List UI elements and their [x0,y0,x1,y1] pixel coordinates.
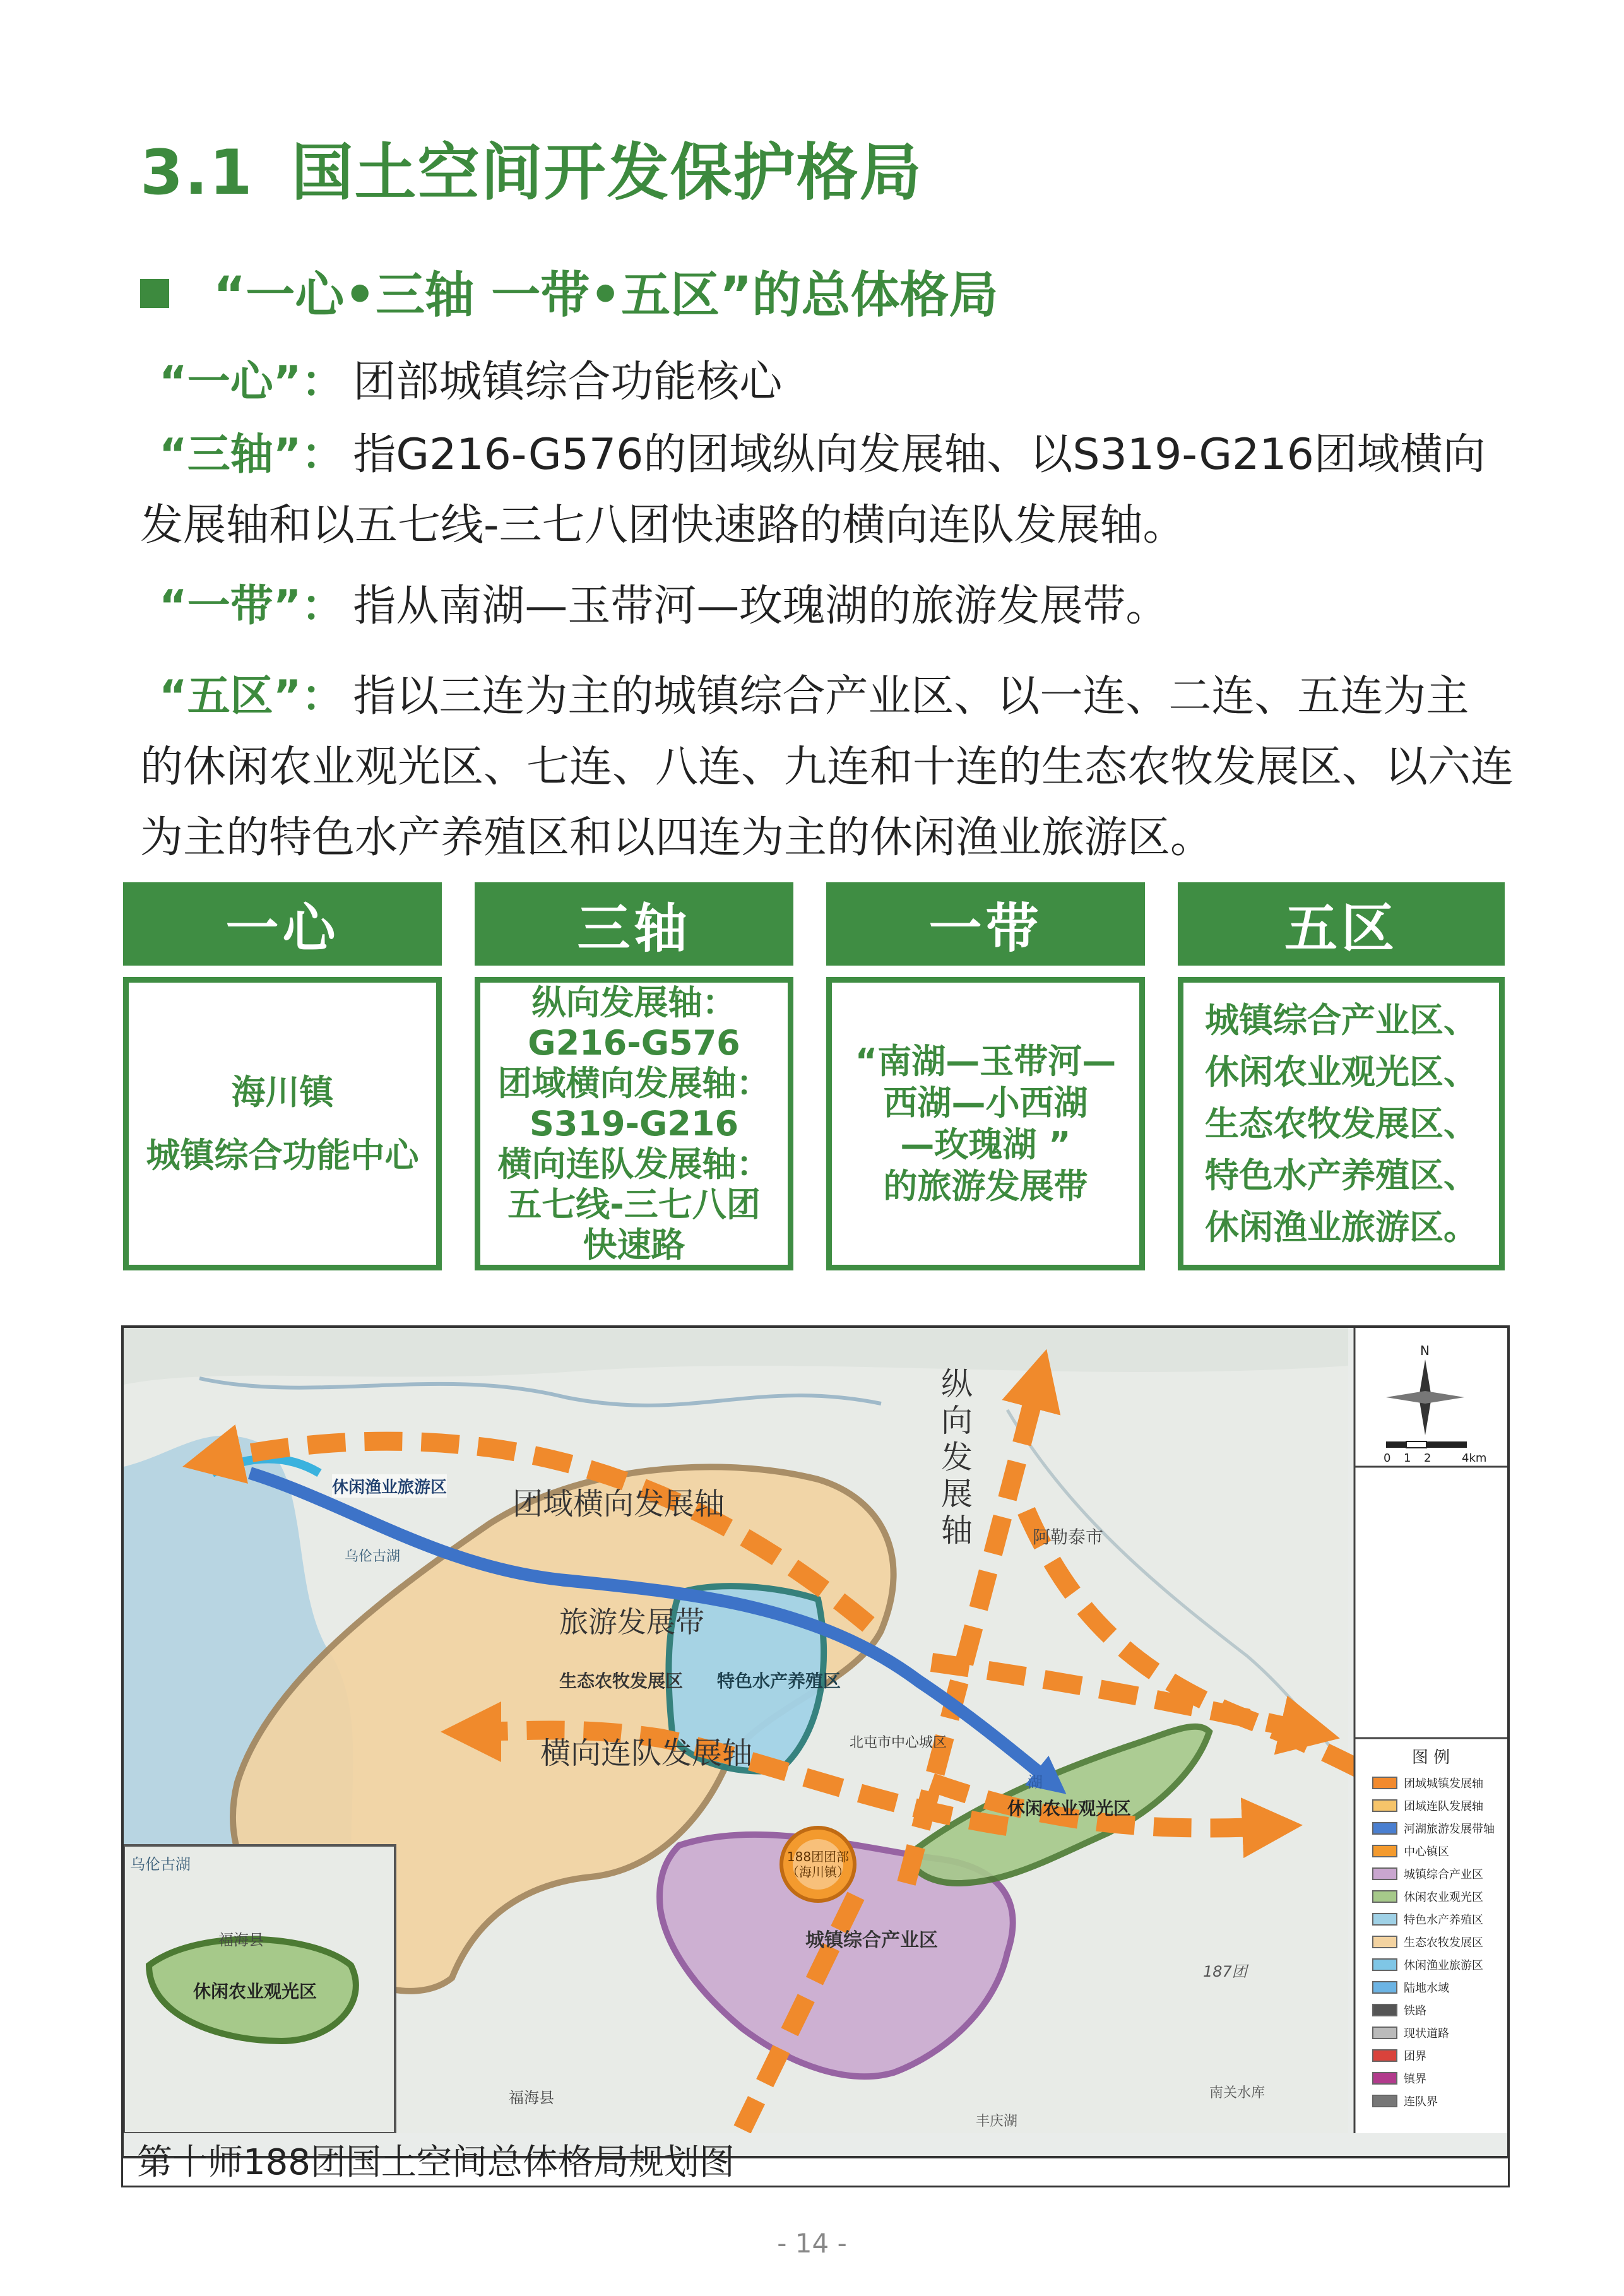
section-heading [140,123,923,212]
label-aqua-zone: 特色水产养殖区 [717,1671,841,1691]
label-company-axis: 横向连队发展轴 [540,1736,753,1771]
legend-swatch [1372,1867,1397,1880]
inset-zone: 休闲农业观光区 [193,1981,317,2002]
compass-north-label: N [1420,1343,1430,1358]
card-body-three-axes: 纵向发展轴： G216-G576 团域横向发展轴： S319-G216 横向连队发展轴： 五七线-三七八团 快速路 [475,977,793,1270]
legend-item [1354,1817,1507,1840]
legend-swatch [1372,1845,1397,1857]
legend-item [1354,2067,1507,2090]
legend-item [1354,1931,1507,1953]
legend-item [1354,1772,1507,1794]
legend-swatch [1372,1936,1397,1948]
legend-label: 中心镇区 [1404,1845,1449,1859]
legend-swatch [1372,1777,1397,1789]
card-body-one-core: 海川镇 城镇综合功能中心 [123,977,442,1270]
label-fengqing-lake: 丰庆湖 [976,2114,1018,2129]
label-187-regiment: 187团 [1203,1963,1247,1980]
label-wulungu: 乌伦古湖 [345,1549,401,1565]
label-horizontal-axis: 团域横向发展轴 [513,1486,725,1522]
legend-title: 图 例 [1411,1748,1450,1767]
legend-label: 休闲渔业旅游区 [1404,1959,1483,1972]
legend-list [1354,1772,1507,2112]
card-header-three-axes: 三轴 [475,882,793,966]
legend-item [1354,1840,1507,1862]
label-urban-zone: 城镇综合产业区 [805,1929,938,1951]
legend-label: 现状道路 [1404,2027,1449,2040]
card-header-five-zones: 五区 [1178,882,1505,966]
inset-title: 乌伦古湖 [130,1855,191,1873]
legend-swatch [1372,2072,1397,2085]
label-vertical-axis: 纵向发展轴 [941,1366,973,1549]
label-lake: 湖 [1028,1773,1043,1791]
legend-item [1354,2021,1507,2044]
paragraph-three-axes: “三轴”： 指G216-G576的团域纵向发展轴、以S319-G216团域横向 发展轴和以五七线-三七八团快速路的横向连队发展轴。 [140,430,1486,550]
inset-county: 福海县 [218,1931,264,1949]
card-body-one-belt: “南湖—玉带河— 西湖—小西湖 —玫瑰湖 ” 的旅游发展带 [826,977,1145,1270]
paragraph-one-belt: “一带”： 指从南湖—玉带河—玫瑰湖的旅游发展带。 [159,581,1169,631]
label-center: 188团团部 （海川镇） [786,1849,850,1879]
figure-caption: 第十师188团国土空间总体格局规划图 [137,2142,735,2183]
legend-item [1354,1953,1507,1976]
legend-item [1354,2090,1507,2112]
card-header-one-belt: 一带 [826,882,1145,966]
legend-item [1354,1976,1507,1999]
legend-label: 连队界 [1404,2095,1438,2109]
legend-item [1354,2044,1507,2067]
legend-swatch [1372,2095,1397,2107]
legend-item [1354,1794,1507,1817]
legend-label: 生态农牧发展区 [1404,1936,1483,1950]
section-number: 3.1 [140,137,254,209]
label-leisure-fishery: 休闲渔业旅游区 [332,1474,447,1498]
legend-label: 镇界 [1404,2073,1426,2086]
label-agri-zone: 休闲农业观光区 [1007,1798,1132,1819]
map-graphic [124,1328,1507,2133]
map-legend [1354,1744,1507,2112]
paragraph-five-zones: “五区”： 指以三连为主的城镇综合产业区、以一连、二连、五连为主 的休闲农业观光区、七连、八连、九连和十连的生态农牧发展区、以六连 为主的特色水产养殖区和以四连为主的休闲渔业旅游区。 [140,672,1514,863]
legend-label: 团界 [1404,2050,1426,2063]
figure-caption-box [121,2131,1510,2187]
scale-4km: 4km [1462,1452,1487,1465]
subsection-title: “一心•三轴 一带•五区”的总体格局 [213,267,999,324]
legend-swatch [1372,1913,1397,1926]
legend-swatch [1372,1981,1397,1994]
legend-swatch [1372,1822,1397,1835]
legend-item [1354,1908,1507,1931]
legend-label: 团域城镇发展轴 [1404,1777,1483,1790]
legend-swatch [1372,2049,1397,2062]
square-bullet-icon [140,279,169,308]
section-title: 国土空间开发保护格局 [291,137,923,209]
legend-label: 铁路 [1404,2004,1426,2018]
legend-label: 特色水产养殖区 [1404,1914,1483,1927]
scale-0: 0 [1384,1452,1391,1465]
legend-swatch [1372,1799,1397,1812]
scale-2: 2 [1424,1452,1431,1465]
label-beitun: 北屯市中心城区 [850,1735,947,1751]
legend-item [1354,1999,1507,2021]
planning-map [121,1325,1510,2158]
label-eco-zone: 生态农牧发展区 [559,1671,684,1691]
label-nanguan-reservoir: 南关水库 [1209,2085,1265,2101]
legend-label: 河湖旅游发展带轴 [1404,1823,1495,1836]
page-number: - 14 - [777,2228,847,2259]
legend-label: 陆地水域 [1404,1982,1449,1995]
legend-label: 城镇综合产业区 [1404,1868,1483,1881]
scale-1: 1 [1404,1452,1411,1465]
legend-item [1354,1885,1507,1908]
card-header-one-core: 一心 [123,882,442,966]
legend-swatch [1372,1890,1397,1903]
label-fuhai-county: 福海县 [509,2089,554,2107]
legend-item [1354,1862,1507,1885]
legend-label: 团域连队发展轴 [1404,1800,1483,1813]
legend-swatch [1372,1958,1397,1971]
paragraph-one-core: “一心”： 团部城镇综合功能核心 [159,357,783,407]
legend-swatch [1372,2004,1397,2016]
legend-label: 休闲农业观光区 [1404,1891,1483,1904]
label-aletai: 阿勒泰市 [1033,1527,1104,1547]
legend-swatch [1372,2027,1397,2039]
card-body-five-zones: 城镇综合产业区、 休闲农业观光区、 生态农牧发展区、 特色水产养殖区、 休闲渔业旅游区。 [1178,977,1505,1270]
subsection-heading [140,256,998,326]
label-tourism-belt: 旅游发展带 [559,1605,704,1639]
